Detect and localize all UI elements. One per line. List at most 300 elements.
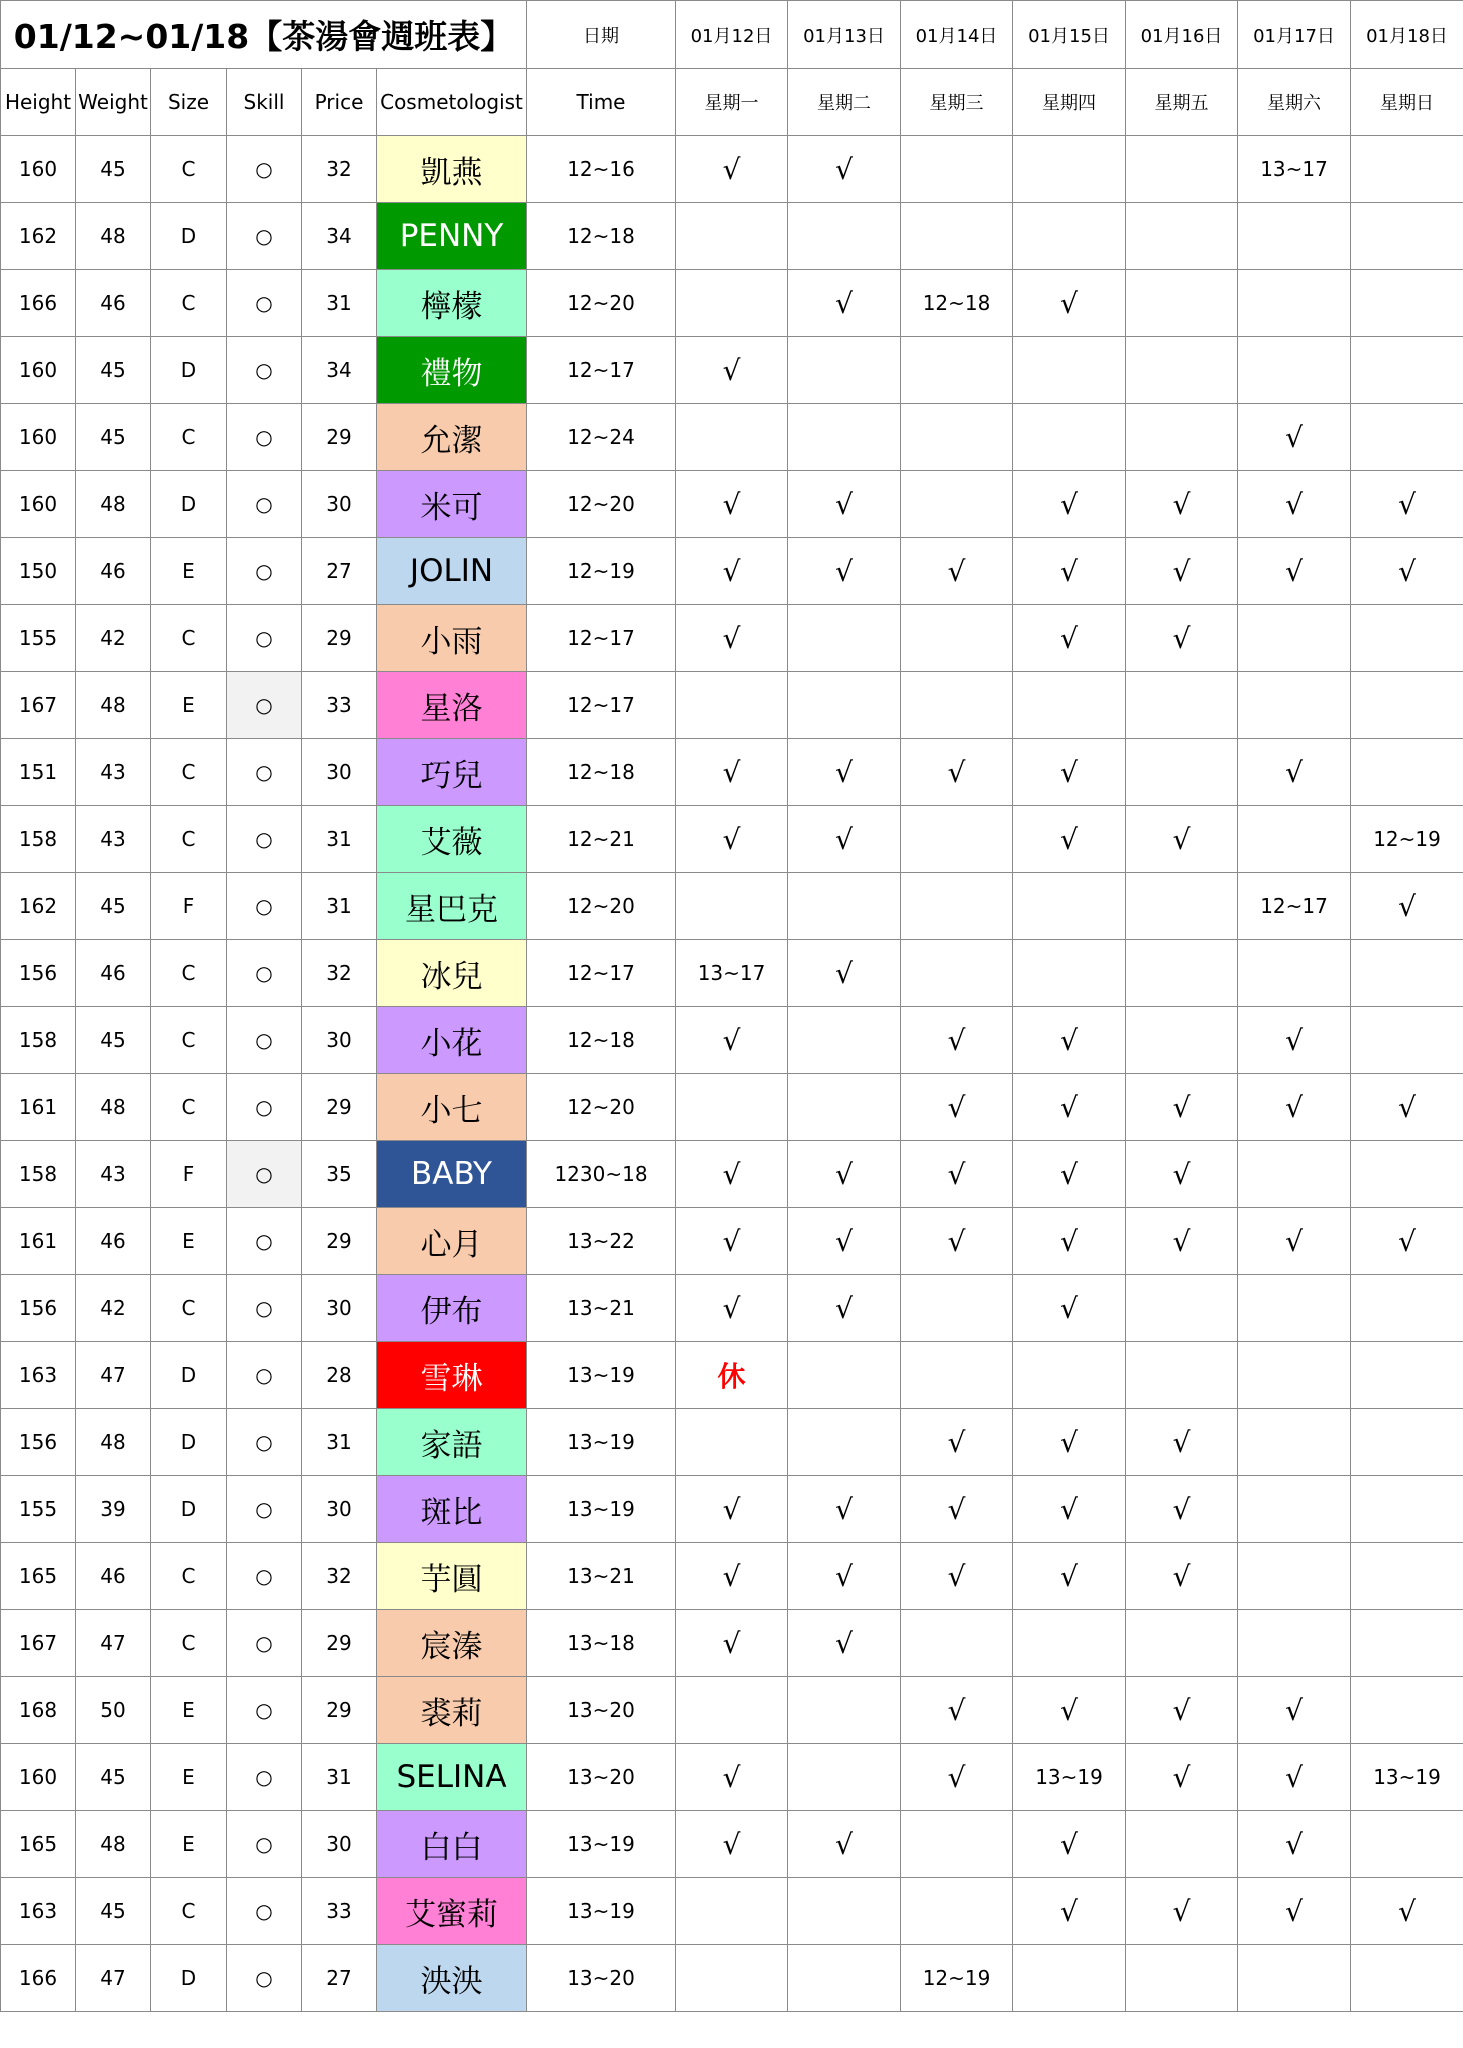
schedule-cell (1351, 136, 1463, 203)
cell-time: 13~19 (527, 1476, 676, 1543)
cell-size: D (151, 203, 227, 270)
schedule-cell (1126, 672, 1238, 739)
schedule-cell: √ (1013, 1074, 1126, 1141)
schedule-cell (1013, 337, 1126, 404)
cell-size: F (151, 1141, 227, 1208)
date-header: 01月12日 (676, 1, 788, 69)
schedule-cell (1351, 739, 1463, 806)
cell-weight: 45 (76, 1744, 151, 1811)
cell-weight: 46 (76, 1543, 151, 1610)
cell-height: 167 (1, 1610, 76, 1677)
cell-time: 12~24 (527, 404, 676, 471)
cell-height: 161 (1, 1074, 76, 1141)
schedule-cell (1126, 136, 1238, 203)
schedule-cell (676, 270, 788, 337)
cell-weight: 43 (76, 1141, 151, 1208)
cell-skill: ○ (227, 471, 302, 538)
schedule-cell: √ (1013, 1409, 1126, 1476)
schedule-cell (1238, 806, 1351, 873)
cell-weight: 48 (76, 1074, 151, 1141)
table-row (1, 1141, 1463, 1208)
cell-height: 165 (1, 1543, 76, 1610)
table-row (1, 1074, 1463, 1141)
cell-weight: 47 (76, 1342, 151, 1409)
schedule-body (1, 136, 1463, 2012)
schedule-cell: √ (788, 940, 901, 1007)
cell-price: 29 (302, 605, 377, 672)
schedule-cell (1351, 1476, 1463, 1543)
schedule-cell: √ (1126, 471, 1238, 538)
cell-size: C (151, 1878, 227, 1945)
schedule-cell: √ (788, 538, 901, 605)
schedule-cell (1126, 1342, 1238, 1409)
schedule-cell: √ (788, 806, 901, 873)
cell-time: 13~20 (527, 1945, 676, 2012)
cell-size: C (151, 1543, 227, 1610)
cell-height: 155 (1, 1476, 76, 1543)
schedule-cell (1351, 404, 1463, 471)
schedule-cell (1351, 1275, 1463, 1342)
schedule-cell: √ (901, 538, 1013, 605)
schedule-cell: √ (788, 1141, 901, 1208)
schedule-cell (676, 1677, 788, 1744)
cell-skill: ○ (227, 1744, 302, 1811)
schedule-cell: 休 (676, 1342, 788, 1409)
schedule-cell: √ (676, 739, 788, 806)
cell-size: C (151, 270, 227, 337)
cell-weight: 48 (76, 203, 151, 270)
schedule-cell (788, 1744, 901, 1811)
cell-skill: ○ (227, 1945, 302, 2012)
cell-time: 13~18 (527, 1610, 676, 1677)
cell-weight: 42 (76, 1275, 151, 1342)
schedule-cell (901, 1342, 1013, 1409)
cell-weight: 46 (76, 940, 151, 1007)
schedule-cell (1238, 1275, 1351, 1342)
cell-weight: 48 (76, 1409, 151, 1476)
cell-size: F (151, 873, 227, 940)
cell-height: 166 (1, 270, 76, 337)
schedule-cell: √ (1126, 1409, 1238, 1476)
schedule-cell: √ (901, 1476, 1013, 1543)
schedule-cell (1351, 1342, 1463, 1409)
schedule-cell: √ (676, 1744, 788, 1811)
schedule-cell: √ (788, 1275, 901, 1342)
table-row (1, 873, 1463, 940)
schedule-cell: √ (1351, 1074, 1463, 1141)
schedule-cell: √ (676, 1610, 788, 1677)
cell-time: 12~17 (527, 605, 676, 672)
date-header: 01月13日 (788, 1, 901, 69)
cell-weight: 45 (76, 1878, 151, 1945)
cell-height: 168 (1, 1677, 76, 1744)
table-row (1, 1007, 1463, 1074)
cell-size: D (151, 1945, 227, 2012)
date-header: 01月15日 (1013, 1, 1126, 69)
schedule-cell (676, 404, 788, 471)
schedule-cell: √ (1238, 1744, 1351, 1811)
cell-skill: ○ (227, 1677, 302, 1744)
schedule-cell: √ (1126, 1476, 1238, 1543)
schedule-cell (901, 471, 1013, 538)
schedule-cell: √ (676, 1476, 788, 1543)
schedule-cell: √ (1013, 1007, 1126, 1074)
schedule-cell: √ (1238, 538, 1351, 605)
cell-skill: ○ (227, 1610, 302, 1677)
schedule-cell (901, 873, 1013, 940)
schedule-cell (1013, 404, 1126, 471)
schedule-cell (901, 806, 1013, 873)
column-header-weight: Weight (76, 69, 151, 136)
cell-size: D (151, 337, 227, 404)
cell-price: 30 (302, 739, 377, 806)
schedule-cell (1238, 337, 1351, 404)
cell-height: 156 (1, 1275, 76, 1342)
schedule-cell: √ (1351, 1878, 1463, 1945)
cell-weight: 39 (76, 1476, 151, 1543)
schedule-cell: √ (788, 1476, 901, 1543)
cosmetologist-name: 斑比 (377, 1476, 527, 1543)
schedule-cell: √ (901, 1208, 1013, 1275)
table-row (1, 1409, 1463, 1476)
schedule-cell: √ (1013, 1878, 1126, 1945)
cell-height: 158 (1, 806, 76, 873)
schedule-cell (1238, 203, 1351, 270)
table-row (1, 1878, 1463, 1945)
cell-weight: 45 (76, 873, 151, 940)
schedule-cell: √ (1126, 1543, 1238, 1610)
column-header-skill: Skill (227, 69, 302, 136)
schedule-cell (901, 1275, 1013, 1342)
schedule-cell: √ (676, 605, 788, 672)
schedule-cell: √ (676, 1275, 788, 1342)
table-row (1, 672, 1463, 739)
schedule-cell: √ (1013, 1275, 1126, 1342)
schedule-cell: √ (1013, 605, 1126, 672)
cell-height: 160 (1, 404, 76, 471)
table-row (1, 1275, 1463, 1342)
schedule-cell: √ (1013, 471, 1126, 538)
schedule-cell: √ (676, 538, 788, 605)
cell-skill: ○ (227, 1409, 302, 1476)
table-row (1, 404, 1463, 471)
cell-time: 12~17 (527, 672, 676, 739)
schedule-cell: √ (1126, 1141, 1238, 1208)
cell-height: 158 (1, 1141, 76, 1208)
cell-height: 162 (1, 203, 76, 270)
schedule-cell (788, 1677, 901, 1744)
cell-price: 27 (302, 538, 377, 605)
cell-price: 33 (302, 672, 377, 739)
schedule-cell: √ (901, 1677, 1013, 1744)
cell-time: 12~17 (527, 940, 676, 1007)
cosmetologist-name: 小七 (377, 1074, 527, 1141)
schedule-cell: √ (1351, 1208, 1463, 1275)
schedule-cell (1238, 1141, 1351, 1208)
schedule-cell: √ (1126, 1074, 1238, 1141)
schedule-cell (1013, 873, 1126, 940)
column-header-height: Height (1, 69, 76, 136)
cell-skill: ○ (227, 605, 302, 672)
schedule-cell (1351, 940, 1463, 1007)
cosmetologist-name: 裘莉 (377, 1677, 527, 1744)
cell-price: 27 (302, 1945, 377, 2012)
schedule-cell (1013, 1945, 1126, 2012)
cell-price: 32 (302, 136, 377, 203)
cosmetologist-name: 白白 (377, 1811, 527, 1878)
cell-size: C (151, 1275, 227, 1342)
cell-time: 12~20 (527, 471, 676, 538)
header-row-dates (1, 1, 1463, 69)
schedule-cell (1238, 1543, 1351, 1610)
date-header: 01月16日 (1126, 1, 1238, 69)
cosmetologist-name: 禮物 (377, 337, 527, 404)
cosmetologist-name: 雪琳 (377, 1342, 527, 1409)
cosmetologist-name: 檸檬 (377, 270, 527, 337)
schedule-cell: √ (788, 1811, 901, 1878)
cell-weight: 45 (76, 337, 151, 404)
cell-time: 12~21 (527, 806, 676, 873)
schedule-cell (901, 337, 1013, 404)
cell-time: 1230~18 (527, 1141, 676, 1208)
schedule-cell: 12~19 (1351, 806, 1463, 873)
cell-weight: 43 (76, 806, 151, 873)
table-row (1, 1744, 1463, 1811)
cell-weight: 48 (76, 471, 151, 538)
schedule-cell: √ (1013, 1208, 1126, 1275)
date-label: 日期 (527, 1, 676, 69)
cell-skill: ○ (227, 270, 302, 337)
cell-size: D (151, 471, 227, 538)
table-row (1, 136, 1463, 203)
schedule-cell (1013, 1610, 1126, 1677)
schedule-cell: √ (788, 471, 901, 538)
cosmetologist-name: BABY (377, 1141, 527, 1208)
schedule-cell: 13~17 (676, 940, 788, 1007)
cell-height: 155 (1, 605, 76, 672)
schedule-cell: √ (1013, 806, 1126, 873)
cell-size: D (151, 1476, 227, 1543)
schedule-cell: 13~17 (1238, 136, 1351, 203)
cell-size: D (151, 1342, 227, 1409)
cell-size: C (151, 739, 227, 806)
schedule-cell: √ (1126, 806, 1238, 873)
cell-skill: ○ (227, 404, 302, 471)
schedule-cell: √ (1013, 1543, 1126, 1610)
cell-skill: ○ (227, 1275, 302, 1342)
weekday-header: 星期一 (676, 69, 788, 136)
cell-height: 162 (1, 873, 76, 940)
cell-height: 160 (1, 337, 76, 404)
schedule-cell (1013, 136, 1126, 203)
cell-weight: 46 (76, 538, 151, 605)
column-header-size: Size (151, 69, 227, 136)
schedule-cell: √ (1013, 739, 1126, 806)
schedule-cell: √ (1238, 471, 1351, 538)
cell-height: 160 (1, 1744, 76, 1811)
cell-size: E (151, 1811, 227, 1878)
schedule-cell: √ (1351, 538, 1463, 605)
page-title: 01/12~01/18【茶湯會週班表】 (1, 1, 527, 69)
cosmetologist-name: PENNY (377, 203, 527, 270)
schedule-cell: √ (1126, 605, 1238, 672)
schedule-cell (788, 672, 901, 739)
cell-size: E (151, 1208, 227, 1275)
schedule-cell (901, 1878, 1013, 1945)
schedule-cell: √ (788, 1208, 901, 1275)
cosmetologist-name: 允潔 (377, 404, 527, 471)
cell-price: 32 (302, 1543, 377, 1610)
schedule-cell (901, 203, 1013, 270)
cell-size: C (151, 1007, 227, 1074)
cell-skill: ○ (227, 136, 302, 203)
schedule-cell (788, 1074, 901, 1141)
cell-skill: ○ (227, 538, 302, 605)
cell-price: 34 (302, 337, 377, 404)
table-row (1, 1945, 1463, 2012)
schedule-cell (1013, 203, 1126, 270)
cell-time: 12~17 (527, 337, 676, 404)
schedule-cell (1126, 1811, 1238, 1878)
schedule-cell (901, 672, 1013, 739)
cell-price: 31 (302, 873, 377, 940)
cell-price: 31 (302, 270, 377, 337)
cell-time: 12~18 (527, 1007, 676, 1074)
table-row (1, 337, 1463, 404)
cosmetologist-name: 心月 (377, 1208, 527, 1275)
schedule-cell (788, 1945, 901, 2012)
cell-time: 13~19 (527, 1811, 676, 1878)
schedule-cell: 13~19 (1013, 1744, 1126, 1811)
schedule-cell: √ (788, 270, 901, 337)
cell-time: 12~19 (527, 538, 676, 605)
cosmetologist-name: 家語 (377, 1409, 527, 1476)
table-row (1, 1476, 1463, 1543)
schedule-cell (901, 940, 1013, 1007)
schedule-cell (1351, 337, 1463, 404)
schedule-cell: √ (1238, 1007, 1351, 1074)
schedule-cell (1351, 1543, 1463, 1610)
schedule-cell: √ (1351, 471, 1463, 538)
cosmetologist-name: 星巴克 (377, 873, 527, 940)
weekday-header: 星期日 (1351, 69, 1463, 136)
cell-time: 13~19 (527, 1342, 676, 1409)
schedule-cell: √ (1013, 1141, 1126, 1208)
schedule-cell: √ (1126, 538, 1238, 605)
schedule-cell (1351, 1811, 1463, 1878)
schedule-cell (901, 605, 1013, 672)
table-row (1, 203, 1463, 270)
schedule-cell: √ (1238, 1878, 1351, 1945)
cell-price: 31 (302, 1409, 377, 1476)
cosmetologist-name: 芋圓 (377, 1543, 527, 1610)
cell-price: 30 (302, 1007, 377, 1074)
cell-price: 28 (302, 1342, 377, 1409)
schedule-cell (1351, 1409, 1463, 1476)
cell-height: 167 (1, 672, 76, 739)
schedule-cell (1238, 672, 1351, 739)
cell-size: C (151, 1610, 227, 1677)
schedule-cell: √ (1126, 1878, 1238, 1945)
cosmetologist-name: 艾薇 (377, 806, 527, 873)
schedule-cell (788, 605, 901, 672)
cell-skill: ○ (227, 739, 302, 806)
schedule-cell: √ (901, 1141, 1013, 1208)
weekday-header: 星期五 (1126, 69, 1238, 136)
cell-skill: ○ (227, 1208, 302, 1275)
schedule-cell (901, 1610, 1013, 1677)
cosmetologist-name: 泱泱 (377, 1945, 527, 2012)
cell-weight: 42 (76, 605, 151, 672)
cell-time: 12~20 (527, 270, 676, 337)
schedule-cell (788, 1007, 901, 1074)
schedule-cell: √ (901, 1543, 1013, 1610)
cell-skill: ○ (227, 203, 302, 270)
cell-time: 13~20 (527, 1744, 676, 1811)
schedule-cell (788, 1409, 901, 1476)
cell-height: 156 (1, 1409, 76, 1476)
cell-skill: ○ (227, 1007, 302, 1074)
table-row (1, 270, 1463, 337)
cell-price: 29 (302, 1074, 377, 1141)
schedule-cell (676, 1074, 788, 1141)
cosmetologist-name: JOLIN (377, 538, 527, 605)
cell-height: 150 (1, 538, 76, 605)
schedule-cell (676, 873, 788, 940)
cell-skill: ○ (227, 806, 302, 873)
cell-weight: 50 (76, 1677, 151, 1744)
schedule-cell: √ (1126, 1677, 1238, 1744)
cell-size: E (151, 1744, 227, 1811)
schedule-cell: √ (676, 1141, 788, 1208)
schedule-cell: √ (1238, 1677, 1351, 1744)
cell-price: 34 (302, 203, 377, 270)
cell-weight: 45 (76, 136, 151, 203)
cell-price: 30 (302, 1476, 377, 1543)
cell-size: C (151, 940, 227, 1007)
schedule-cell: √ (901, 1409, 1013, 1476)
schedule-cell: √ (1238, 739, 1351, 806)
schedule-cell (1351, 1945, 1463, 2012)
schedule-cell (788, 404, 901, 471)
cosmetologist-name: SELINA (377, 1744, 527, 1811)
cell-size: C (151, 806, 227, 873)
schedule-cell (1351, 605, 1463, 672)
schedule-cell: 12~17 (1238, 873, 1351, 940)
table-row (1, 940, 1463, 1007)
schedule-cell (1238, 1476, 1351, 1543)
cell-price: 33 (302, 1878, 377, 1945)
schedule-cell (1351, 1677, 1463, 1744)
schedule-cell (1126, 270, 1238, 337)
cell-price: 29 (302, 404, 377, 471)
weekday-header: 星期三 (901, 69, 1013, 136)
schedule-cell (1126, 739, 1238, 806)
schedule-cell: √ (676, 1007, 788, 1074)
schedule-cell (1126, 203, 1238, 270)
cell-weight: 45 (76, 1007, 151, 1074)
schedule-cell: √ (1238, 1074, 1351, 1141)
schedule-cell: √ (1013, 1677, 1126, 1744)
cell-height: 161 (1, 1208, 76, 1275)
schedule-cell: √ (676, 806, 788, 873)
schedule-cell: √ (1013, 1811, 1126, 1878)
cell-skill: ○ (227, 672, 302, 739)
cell-time: 12~20 (527, 1074, 676, 1141)
schedule-cell (1013, 940, 1126, 1007)
schedule-cell: √ (1126, 1744, 1238, 1811)
table-row (1, 1342, 1463, 1409)
